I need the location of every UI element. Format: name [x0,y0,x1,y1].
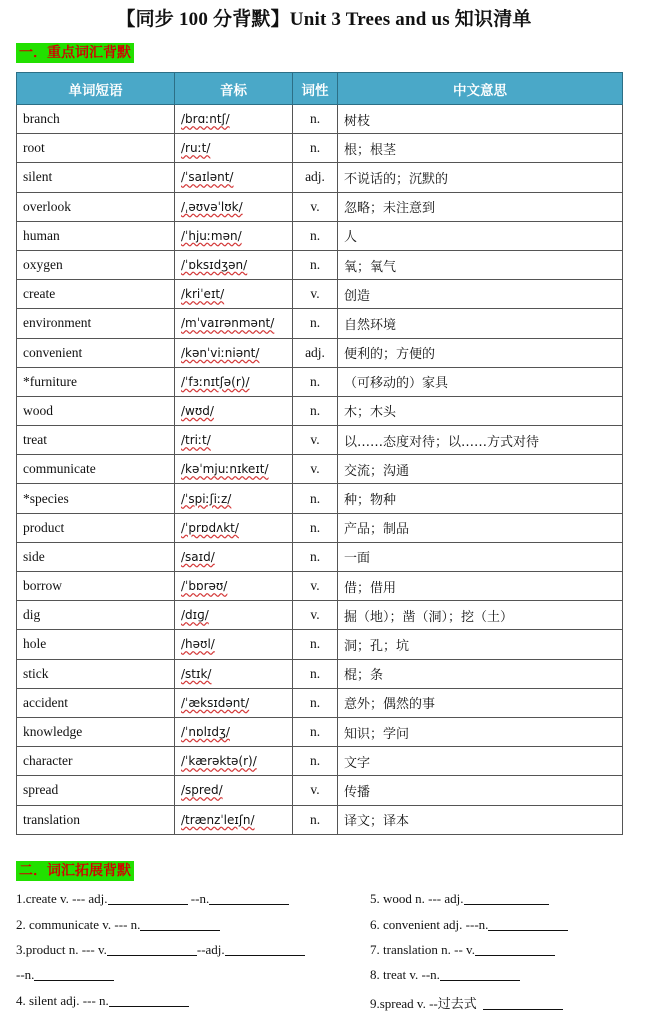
table-row [17,688,623,717]
word-cell: convenient [17,338,175,367]
answer-blank[interactable] [34,968,114,981]
meaning-cell: 种；物种 [338,484,623,513]
phonetic-cell: /ˈspiːʃiːz/ [175,484,293,513]
part-of-speech-cell: n. [293,717,338,746]
word-cell: translation [17,805,175,834]
meaning-cell: 借；借用 [338,572,623,601]
exercise-8-prompt: 8. treat v. --n. [370,967,440,982]
word-cell: environment [17,309,175,338]
part-of-speech-cell: adj. [293,338,338,367]
word-cell: overlook [17,192,175,221]
exercise-1-prompt: 1.create v. --- adj. [16,891,108,906]
phonetic-cell: /ˌəʊvəˈlʊk/ [175,192,293,221]
table-row [17,309,623,338]
meaning-cell: 自然环境 [338,309,623,338]
table-row [17,163,623,192]
vocabulary-table [16,72,623,835]
exercise-6 [370,917,568,933]
word-cell: product [17,513,175,542]
exercise-2 [16,917,220,933]
word-cell: wood [17,396,175,425]
table-row [17,280,623,309]
table-row [17,601,623,630]
answer-blank[interactable] [488,918,568,931]
phonetic-cell: /spred/ [175,776,293,805]
table-row [17,134,623,163]
meaning-cell: 棍；条 [338,659,623,688]
part-of-speech-cell: adj. [293,163,338,192]
meaning-cell: 树枝 [338,105,623,134]
table-row [17,367,623,396]
part-of-speech-cell: n. [293,134,338,163]
meaning-cell: 木；木头 [338,396,623,425]
phonetic-cell: /ruːt/ [175,134,293,163]
answer-blank[interactable] [475,943,555,956]
part-of-speech-cell: n. [293,105,338,134]
table-header-row [17,73,623,105]
table-row [17,484,623,513]
phonetic-cell: /trænzˈleɪʃn/ [175,805,293,834]
table-row [17,747,623,776]
word-cell: communicate [17,455,175,484]
meaning-cell: 知识；学问 [338,717,623,746]
meaning-cell: 氧；氧气 [338,250,623,279]
exercise-3-prompt: 3.product n. --- v. [16,942,107,957]
meaning-cell: 译文；译本 [338,805,623,834]
word-cell: knowledge [17,717,175,746]
exercise-8 [370,967,520,983]
table-row [17,513,623,542]
section-heading-key-vocabulary: 一．重点词汇背默 [16,43,134,63]
meaning-cell: 以……态度对待；以……方式对待 [338,426,623,455]
table-row [17,805,623,834]
word-cell: side [17,542,175,571]
word-cell: silent [17,163,175,192]
word-cell: oxygen [17,250,175,279]
table-row [17,630,623,659]
exercise-1-prompt-b: --n. [190,891,210,906]
word-cell: spread [17,776,175,805]
phonetic-cell: /ˈsaɪlənt/ [175,163,293,192]
phonetic-cell: /ˈkærəktə(r)/ [175,747,293,776]
meaning-cell: 一面 [338,542,623,571]
part-of-speech-cell: v. [293,192,338,221]
phonetic-cell: /kriˈeɪt/ [175,280,293,309]
word-cell: hole [17,630,175,659]
part-of-speech-cell: n. [293,484,338,513]
table-row [17,396,623,425]
word-cell: borrow [17,572,175,601]
table-row [17,192,623,221]
exercise-2-prompt: 2. communicate v. --- n. [16,917,141,932]
page-title: 【同步 100 分背默】Unit 3 Trees and us 知识清单 [116,9,532,30]
meaning-cell: 交流；沟通 [338,455,623,484]
answer-blank[interactable] [109,994,189,1007]
meaning-cell: （可移动的）家具 [338,367,623,396]
exercise-3 [16,942,305,958]
word-cell: create [17,280,175,309]
exercise-7 [370,942,555,958]
part-of-speech-cell: v. [293,280,338,309]
exercise-6-prompt: 6. convenient adj. ---n. [370,917,489,932]
word-cell: accident [17,688,175,717]
word-cell: treat [17,426,175,455]
exercise-3-prompt-b: --adj. [196,942,225,957]
word-cell: character [17,747,175,776]
part-of-speech-cell: n. [293,805,338,834]
part-of-speech-cell: v. [293,572,338,601]
answer-blank[interactable] [464,892,549,905]
table-row [17,338,623,367]
phonetic-cell: /brɑːntʃ/ [175,105,293,134]
table-row [17,659,623,688]
meaning-cell: 忽略；未注意到 [338,192,623,221]
part-of-speech-cell: n. [293,513,338,542]
table-row [17,572,623,601]
meaning-cell: 洞；孔；坑 [338,630,623,659]
column-header-word: 单词短语 [17,73,175,105]
exercise-9 [370,993,563,1012]
phonetic-cell: /ˈɒksɪdʒən/ [175,250,293,279]
answer-blank[interactable] [209,892,289,905]
meaning-cell: 不说话的；沉默的 [338,163,623,192]
part-of-speech-cell: n. [293,367,338,396]
word-cell: dig [17,601,175,630]
exercise-4 [16,993,189,1009]
phonetic-cell: /ˈfɜːnɪtʃə(r)/ [175,367,293,396]
section-heading-vocabulary-expansion: 二．词汇拓展背默 [16,861,134,881]
phonetic-cell: /ˈhjuːmən/ [175,221,293,250]
phonetic-cell: /kəˈmjuːnɪkeɪt/ [175,455,293,484]
word-cell: *furniture [17,367,175,396]
phonetic-cell: /ˈnɒlɪdʒ/ [175,717,293,746]
exercise-9-prompt: 9.spread v. --过去式 [370,996,477,1011]
word-cell: *species [17,484,175,513]
phonetic-cell: /ˈprɒdʌkt/ [175,513,293,542]
part-of-speech-cell: n. [293,630,338,659]
phonetic-cell: /ˈæksɪdənt/ [175,688,293,717]
part-of-speech-cell: v. [293,455,338,484]
word-cell: branch [17,105,175,134]
part-of-speech-cell: n. [293,309,338,338]
phonetic-cell: /wʊd/ [175,396,293,425]
part-of-speech-cell: v. [293,776,338,805]
exercise-5 [370,891,549,907]
table-row [17,221,623,250]
part-of-speech-cell: n. [293,396,338,425]
column-header-meaning: 中文意思 [338,73,623,105]
phonetic-cell: /kənˈviːniənt/ [175,338,293,367]
table-row [17,105,623,134]
part-of-speech-cell: n. [293,659,338,688]
answer-blank[interactable] [225,943,305,956]
part-of-speech-cell: v. [293,426,338,455]
column-header-phonetic: 音标 [175,73,293,105]
part-of-speech-cell: n. [293,221,338,250]
exercise-7-prompt: 7. translation n. -- v. [370,942,475,957]
phonetic-cell: /triːt/ [175,426,293,455]
table-row [17,426,623,455]
part-of-speech-cell: n. [293,747,338,776]
phonetic-cell: /mˈvaɪrənmənt/ [175,309,293,338]
phonetic-cell: /ˈbɒrəʊ/ [175,572,293,601]
meaning-cell: 便利的；方便的 [338,338,623,367]
part-of-speech-cell: n. [293,542,338,571]
table-row [17,542,623,571]
phonetic-cell: /həʊl/ [175,630,293,659]
meaning-cell: 创造 [338,280,623,309]
word-cell: human [17,221,175,250]
exercise-3-prompt-c: --n. [16,967,35,982]
meaning-cell: 人 [338,221,623,250]
exercise-3-continued [16,967,114,983]
phonetic-cell: /stɪk/ [175,659,293,688]
answer-blank[interactable] [440,968,520,981]
part-of-speech-cell: n. [293,250,338,279]
phonetic-cell: /saɪd/ [175,542,293,571]
meaning-cell: 文字 [338,747,623,776]
answer-blank[interactable] [140,918,220,931]
part-of-speech-cell: n. [293,688,338,717]
meaning-cell: 意外；偶然的事 [338,688,623,717]
answer-blank[interactable] [107,943,197,956]
meaning-cell: 掘（地）；凿（洞）；挖（土） [338,601,623,630]
answer-blank[interactable] [483,997,563,1010]
meaning-cell: 传播 [338,776,623,805]
table-row [17,250,623,279]
table-row [17,776,623,805]
word-cell: stick [17,659,175,688]
meaning-cell: 根；根茎 [338,134,623,163]
column-header-part-of-speech: 词性 [293,73,338,105]
answer-blank[interactable] [108,892,188,905]
part-of-speech-cell: v. [293,601,338,630]
exercise-1 [16,891,289,907]
exercise-5-prompt: 5. wood n. --- adj. [370,891,464,906]
word-cell: root [17,134,175,163]
phonetic-cell: /dɪɡ/ [175,601,293,630]
table-row [17,455,623,484]
exercise-4-prompt: 4. silent adj. --- n. [16,993,109,1008]
table-row [17,717,623,746]
meaning-cell: 产品；制品 [338,513,623,542]
